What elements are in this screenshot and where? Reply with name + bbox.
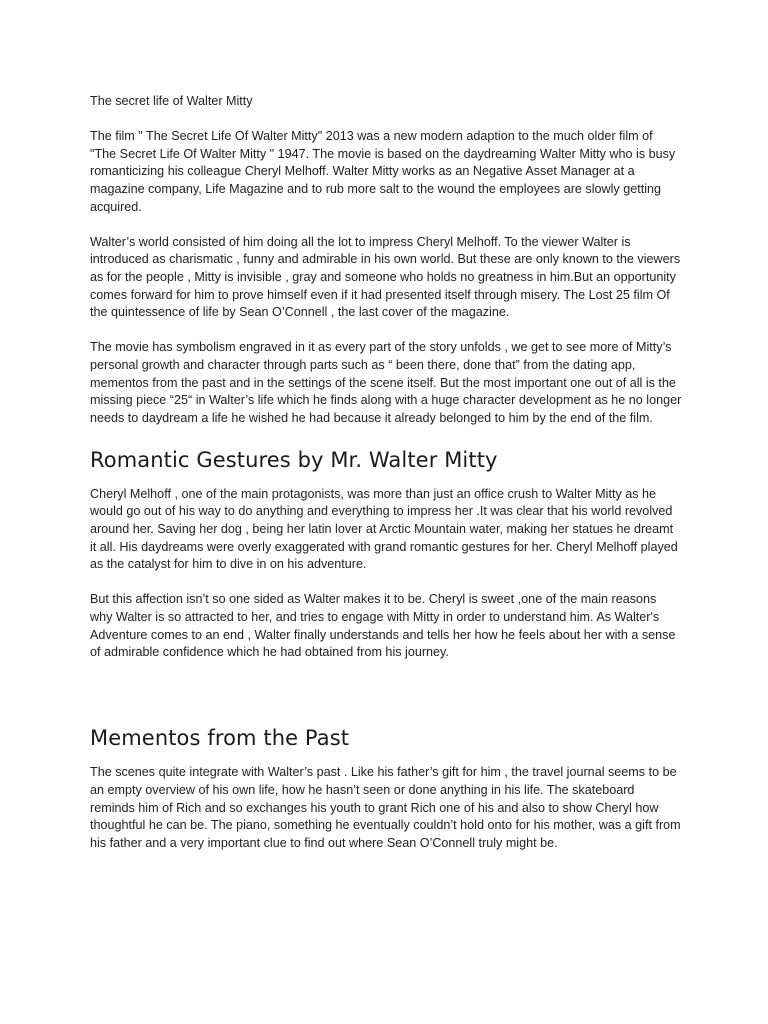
section-1-paragraph-1: Cheryl Melhoff , one of the main protagonists, was more than just an office crush to Walter Mitty as he would go out of his way to do anything and everything to impress her .It was clear that his world revolved around her. Saving her dog , being her latin lover at Arctic Mountain water, making her statues he dreamt it all. His daydreams were overly exaggerated with grand romantic gestures for her. Cheryl Melhoff played as the catalyst for him to dive in on his adventure.	[90, 486, 678, 572]
document-body	[90, 93, 682, 870]
document-title: The secret life of Walter Mitty	[90, 94, 253, 108]
section-1-paragraph-2: But this affection isn’t so one sided as Walter makes it to be. Cheryl is sweet ,one of the main reasons why Walter is so attracted to her, and tries to engage with Mitty in order to understand him. As Walter's Adventure comes to an end , Walter finally understands and tells her how he feels about her with a sense of admirable confidence which he had obtained from his journey.	[90, 592, 676, 660]
section-heading-romantic-gestures: Romantic Gestures by Mr. Walter Mitty	[90, 447, 498, 472]
intro-paragraph-1: The film " The Secret Life Of Walter Mitty" 2013 was a new modern adaption to the much older film of "The Secret Life Of Walter Mitty " 1947. The movie is based on the daydreaming Walter Mitty who is busy romanticizing his colleague Cheryl Melhoff. Walter Mitty works as an Negative Asset Manager at a magazine company, Life Magazine and to rub more salt to the wound the employees are slowly getting acquired.	[90, 129, 676, 214]
intro-paragraph-3: The movie has symbolism engraved in it as every part of the story unfolds , we get to see more of Mitty’s personal growth and character through parts such as “ been there, done that” from the dating app, mementos from the past and in the settings of the scene itself. But the most important one out of all is the missing piece “25“ in Walter’s life which he finds along with a huge character development as he no longer needs to daydream a life he wished he had because it already belonged to him by the end of the film.	[90, 340, 682, 425]
section-heading-mementos: Mementos from the Past	[90, 726, 350, 751]
section-2-paragraph-1: The scenes quite integrate with Walter’s past . Like his father’s gift for him , the travel journal seems to be an empty overview of his own life, how he hasn’t seen or done anything in his life. The skateboard reminds him of Rich and so exchanges his youth to grant Rich one of his and also to show Cheryl how thoughtful he can be. The piano, something he eventually couldn’t hold onto for his mother, was a gift from his father and a very important clue to find out where Sean O’Connell truly might be.	[90, 765, 681, 850]
section-spacer	[90, 679, 682, 723]
intro-paragraph-2: Walter’s world consisted of him doing all the lot to impress Cheryl Melhoff. To the viewer Walter is introduced as charismatic , funny and admirable in his own world. But these are only known to the viewers as for the people , Mitty is invisible , gray and someone who holds no greatness in him.But an opportunity comes forward for him to prove himself even if it had presented itself through misery. The Lost 25 film Of the quintessence of life by Sean O’Connell , the last cover of the magazine.	[90, 234, 681, 320]
